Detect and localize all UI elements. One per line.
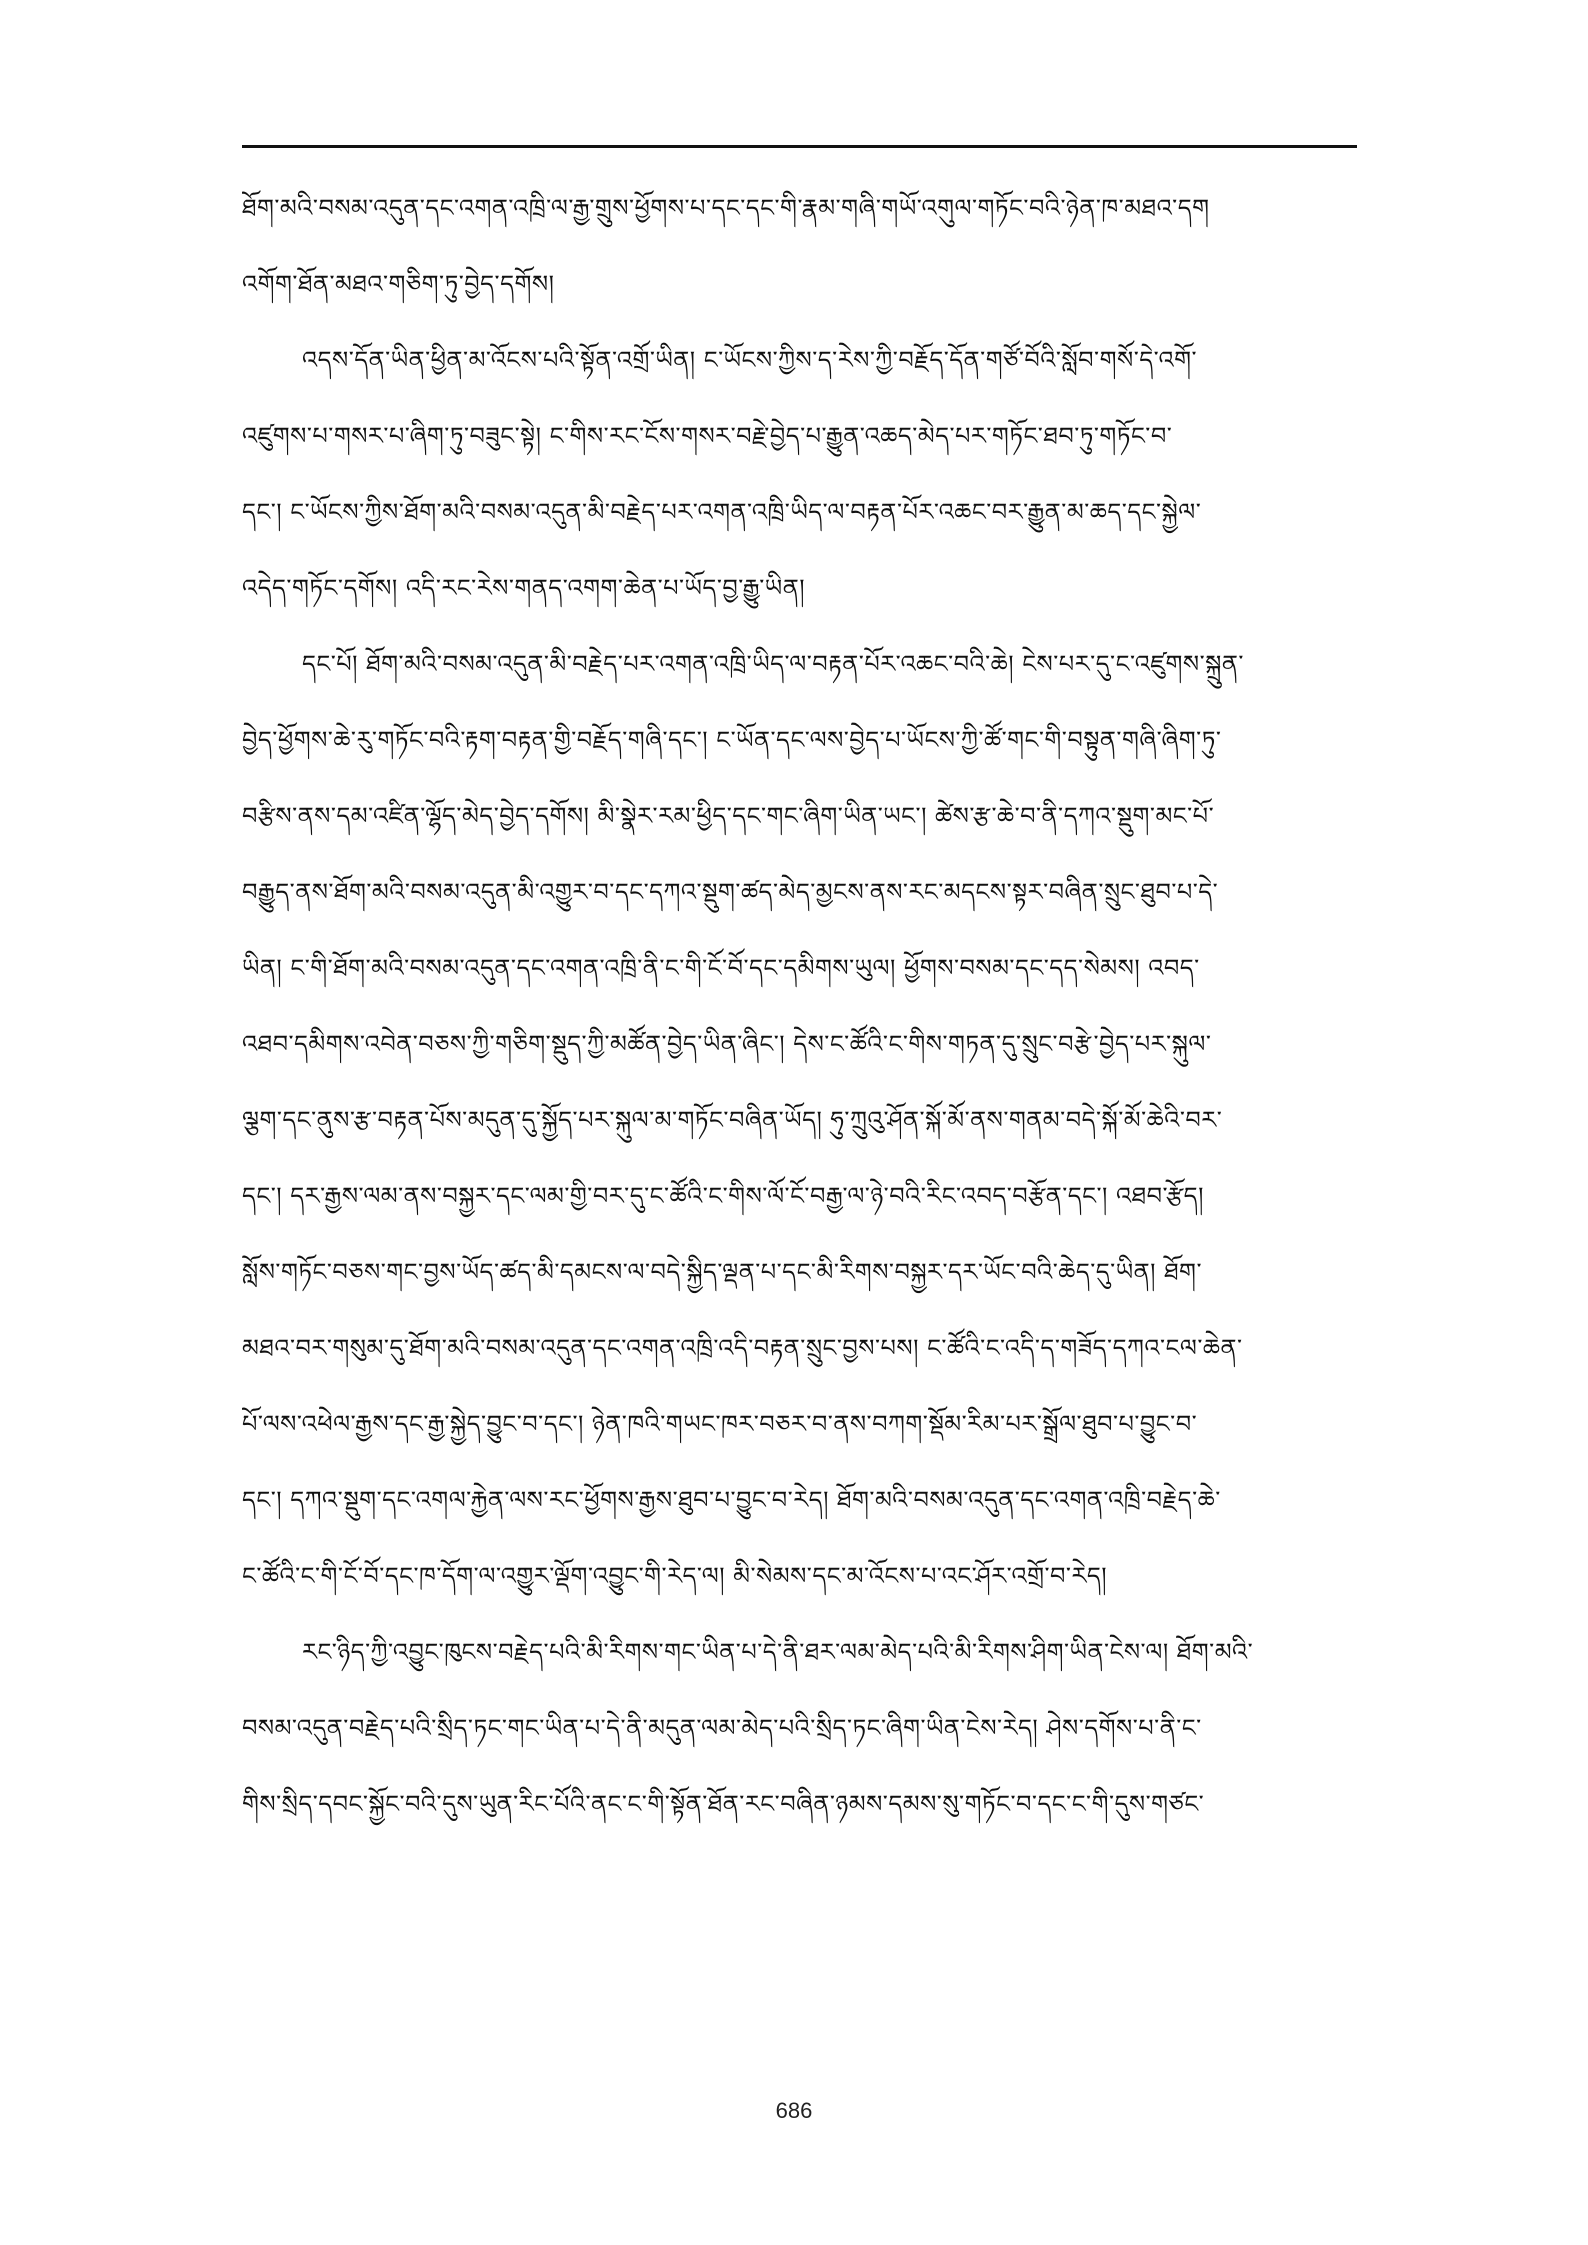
text-line: འགོག་ཐོན་མཐའ་གཅིག་ཏུ་བྱེད་དགོས། [242, 270, 555, 298]
text-line: འདས་དོན་ཡིན་ཕྱིན་མ་འོངས་པའི་སྟོན་འགྲོ་ཡིན། ང་ཡོངས་ཀྱིས་ད་རེས་ཀྱི་བརྗོད་དོན་གཙོ་བོའི་སློབ་གསོ་དེ་འགོ་ [302, 346, 1198, 374]
document-body [242, 170, 1357, 1842]
text-line: འཛུགས་པ་གསར་པ་ཞིག་ཏུ་བཟུང་སྟེ། ང་གིས་རང་ངོས་གསར་བརྗེ་བྱེད་པ་རྒྱུན་འཆད་མེད་པར་གཏོང་ཐབ་ཏུ་གཏོང་བ་ [242, 422, 1173, 450]
text-line: བརྒྱུད་ནས་ཐོག་མའི་བསམ་འདུན་མི་འགྱུར་བ་དང་དཀའ་སྡུག་ཚད་མེད་མྱངས་ནས་རང་མདངས་སྟར་བཞིན་སྲུང་ཐུབ་པ་དེ་ [242, 878, 1219, 906]
top-rule [242, 145, 1357, 148]
text-line: མཐའ་བར་གསུམ་དུ་ཐོག་མའི་བསམ་འདུན་དང་འགན་འཁྲི་འདི་བརྟན་སྲུང་བྱས་པས། ང་ཚོའི་ང་འདི་ད་གཟོད་དཀའ་ངལ་ཆེན་ [242, 1334, 1243, 1362]
text-line: སློས་གཏོང་བཅས་གང་བྱས་ཡོད་ཚད་མི་དམངས་ལ་བདེ་སྐྱིད་ལྡན་པ་དང་མི་རིགས་བསྐྱར་དར་ཡོང་བའི་ཆེད་དུ་ཡིན། ཐོག་ [242, 1258, 1202, 1286]
text-line: དང་། དར་རྒྱས་ལམ་ནས་བསྐྱར་དང་ལམ་གྱི་བར་དུ་ང་ཚོའི་ང་གིས་ལོ་ངོ་བརྒྱ་ལ་ཉེ་བའི་རིང་འབད་བརྩོན་དང་། འཐབ་རྩོད། [242, 1182, 1204, 1210]
text-line: ཐོག་མའི་བསམ་འདུན་དང་འགན་འཁྲི་ལ་རྒྱ་གྲུས་ཕྱོགས་པ་དང་དང་གི་རྣམ་གཞི་གཡོ་འགུལ་གཏོང་བའི་ཉེན་ཁ་མཐའ་དག [242, 194, 1210, 222]
page-number: 686 [775, 2098, 813, 2123]
text-line: བྱེད་ཕྱོགས་ཆེ་རུ་གཏོང་བའི་རྟག་བརྟན་གྱི་བརྗོད་གཞི་དང་། ང་ཡོན་དང་ལས་བྱེད་པ་ཡོངས་ཀྱི་ཚོ་གང་གི་བསྟུན་གཞི་ཞིག་ཏུ་ [242, 726, 1222, 754]
text-line: དང་པོ། ཐོག་མའི་བསམ་འདུན་མི་བརྗེད་པར་འགན་འཁྲི་ཡིད་ལ་བརྟན་པོར་འཆང་བའི་ཆེ། ངེས་པར་དུ་ང་འཛུགས་སྐྲུན་ [302, 650, 1244, 678]
text-line: ཡིན། ང་གི་ཐོག་མའི་བསམ་འདུན་དང་འགན་འཁྲི་ནི་ང་གི་ངོ་བོ་དང་དམིགས་ཡུལ། ཕྱོགས་བསམ་དང་དད་སེམས། འབད་ [242, 954, 1200, 982]
text-line: ལྕག་དང་ནུས་རྩ་བརྟན་པོས་མདུན་དུ་སྐྱོད་པར་སྐུལ་མ་གཏོང་བཞིན་ཡོད། ཧུ་ཀྲུའུ་ཤོན་སྐོ་མོ་ནས་གནམ་བདེ་སྐོ་མོ་ཆེའི་བར་ [242, 1106, 1223, 1134]
text-line: རང་ཉིད་ཀྱི་འབྱུང་ཁུངས་བརྗེད་པའི་མི་རིགས་གང་ཡིན་པ་དེ་ནི་ཐར་ལམ་མེད་པའི་མི་རིགས་ཤིག་ཡིན་ངེས་ལ། ཐོག་མའི་ [302, 1638, 1254, 1666]
text-line: གིས་སྲིད་དབང་སྐྱོང་བའི་དུས་ཡུན་རིང་པོའི་ནང་ང་གི་སྟོན་ཐོན་རང་བཞིན་ཉམས་དམས་སུ་གཏོང་བ་དང་ང་གི་དུས་གཙང་ [242, 1790, 1205, 1818]
text-line: བརྩིས་ནས་དམ་འཛིན་ལྷོད་མེད་བྱེད་དགོས། མི་སྣེར་རམ་ཕྱིད་དང་གང་ཞིག་ཡིན་ཡང་། ཚེས་རྩ་ཆེ་བ་ནི་དཀའ་སྡུག་མང་པོ་ [242, 802, 1215, 830]
text-line: དང་། ང་ཡོངས་ཀྱིས་ཐོག་མའི་བསམ་འདུན་མི་བརྗེད་པར་འགན་འཁྲི་ཡིད་ལ་བརྟན་པོར་འཆང་བར་རྒྱུན་མ་ཆད་དང་སྐྱེལ་ [242, 498, 1202, 526]
text-line: འདེད་གཏོང་དགོས། འདི་རང་རེས་གནད་འགག་ཆེན་པ་ཡོད་བྱ་རྒྱུ་ཡིན། [242, 574, 806, 602]
text-line: དང་། དཀའ་སྡུག་དང་འགལ་རྐྱེན་ལས་རང་ཕྱོགས་རྒྱས་ཐུབ་པ་བྱུང་བ་རེད། ཐོག་མའི་བསམ་འདུན་དང་འགན་འཁྲི་བརྗེད་ཆེ་ [242, 1486, 1221, 1514]
text-line: པོ་ལས་འཕེལ་རྒྱས་དང་རྒྱ་སྐྱེད་བྱུང་བ་དང་། ཉེན་ཁའི་གཡང་ཁར་བཅར་བ་ནས་བཀག་སྡོམ་རིམ་པར་སྒྲོལ་ཐུབ་པ་བྱུང་བ་ [242, 1410, 1198, 1438]
text-line: འཐབ་དམིགས་འབེན་བཅས་ཀྱི་གཅིག་སྡུད་ཀྱི་མཚོན་བྱེད་ཡིན་ཞིང་། དེས་ང་ཚོའི་ང་གིས་གཏན་དུ་སྲུང་བརྩེ་བྱེད་པར་སྐུལ་ [242, 1030, 1212, 1058]
text-line: ང་ཚོའི་ང་གི་ངོ་བོ་དང་ཁ་དོག་ལ་འགྱུར་ལྡོག་འབྱུང་གི་རེད་ལ། མི་སེམས་དང་མ་འོངས་པ་འང་ཤོར་འགྲོ་བ་རེད། [242, 1562, 1108, 1590]
text-line: བསམ་འདུན་བརྗེད་པའི་སྲིད་ཏང་གང་ཡིན་པ་དེ་ནི་མདུན་ལམ་མེད་པའི་སྲིད་ཏང་ཞིག་ཡིན་ངེས་རེད། ཤེས་དགོས་པ་ནི་ང་ [242, 1714, 1202, 1742]
